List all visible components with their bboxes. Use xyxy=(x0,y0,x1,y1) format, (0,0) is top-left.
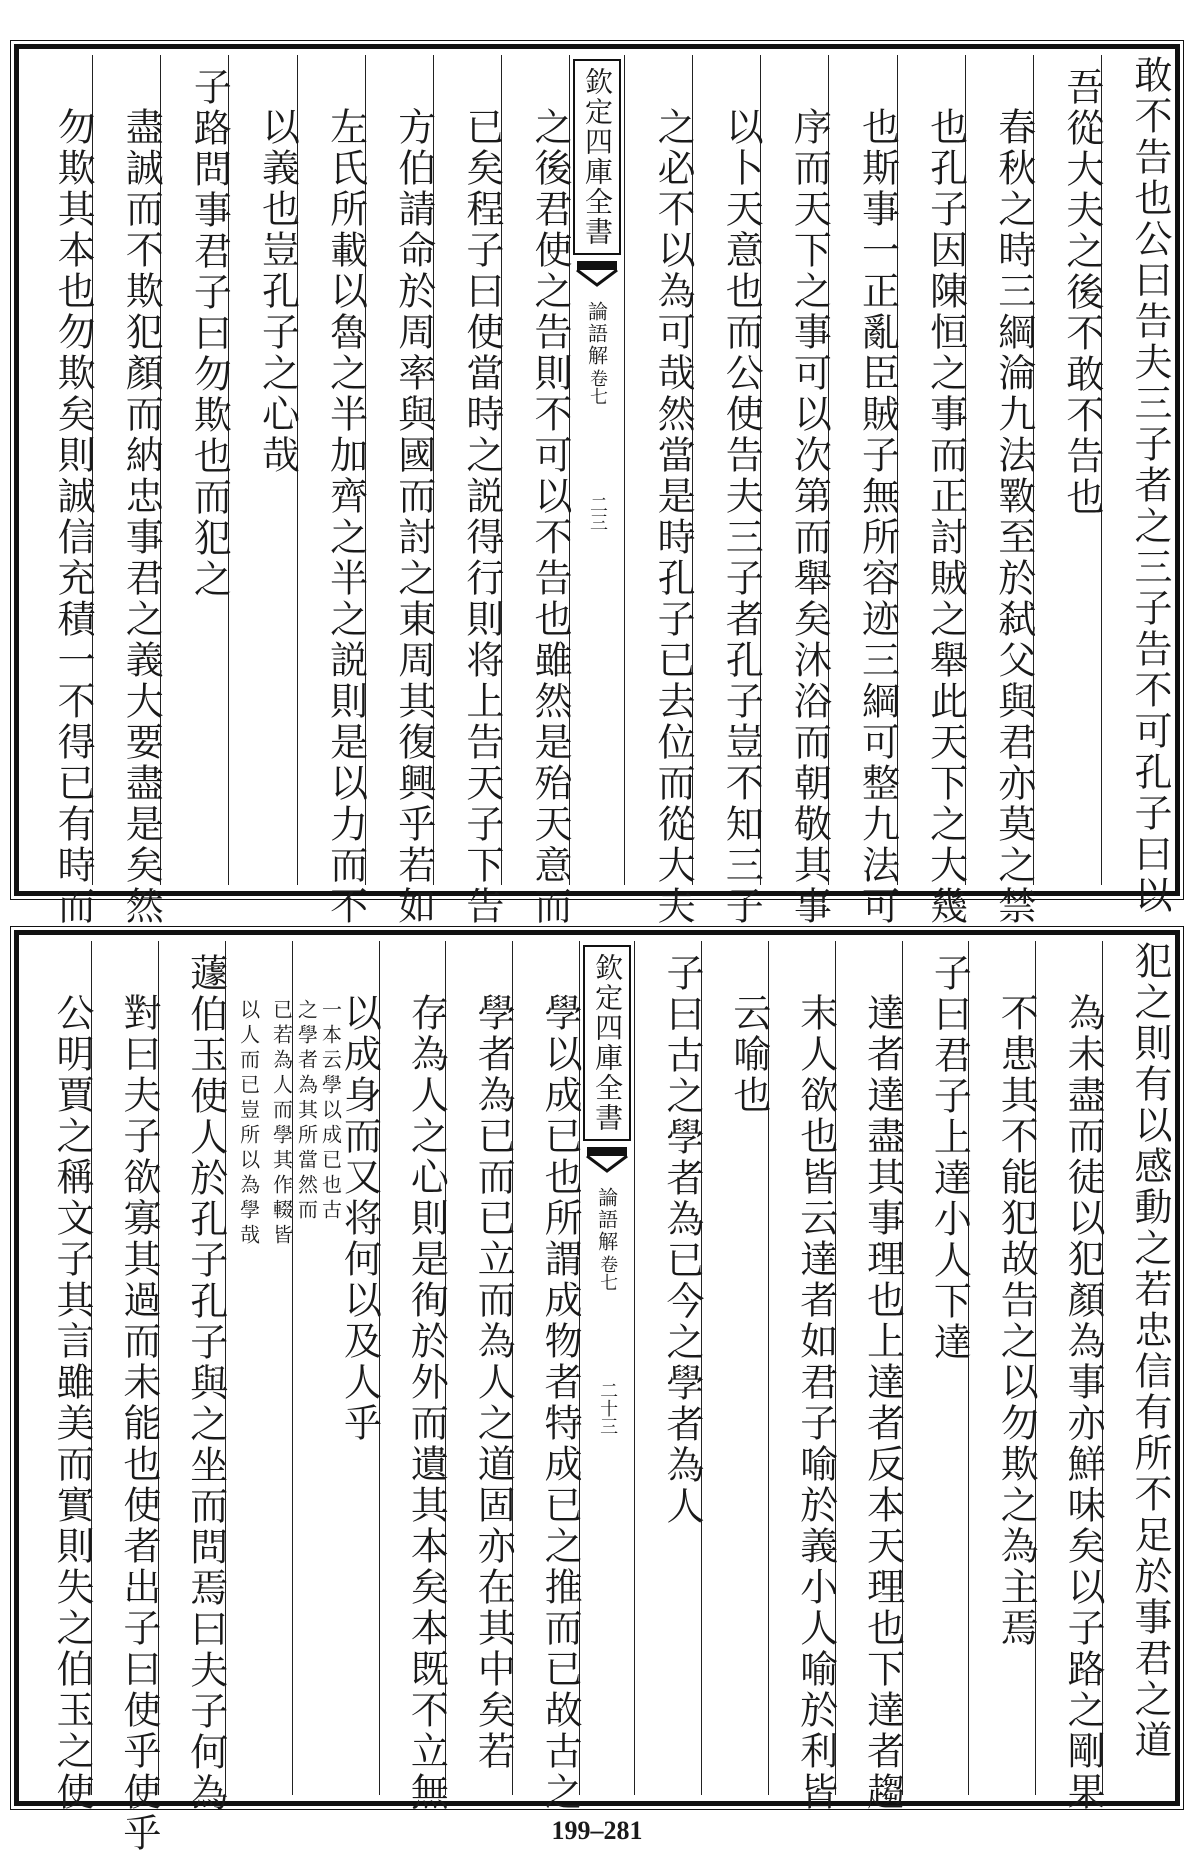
column-text: 以義也豈孔子之心哉 xyxy=(255,107,300,476)
column-text: 子路問事君子曰勿欺也而犯之 xyxy=(187,67,232,600)
center-gutter xyxy=(579,941,634,1795)
text-column xyxy=(634,941,704,1795)
column-text: 方伯請命於周率與國而討之東周其復興乎若如 xyxy=(391,107,436,927)
text-column xyxy=(965,55,1036,927)
fish-tail-mark-icon xyxy=(577,261,617,287)
column-text: 序而天下之事可以次第而舉矣沐浴而朝敬其事 xyxy=(787,107,832,927)
folio-number: 二十三 xyxy=(597,1381,619,1435)
commentary-column xyxy=(225,941,292,1795)
column-text: 以卜天意也而公使告夫三子者孔子豈不知三子 xyxy=(719,107,764,927)
commentary-note: 一本云學以成已也古 xyxy=(318,999,343,1224)
column-text: 蘧伯玉使人於孔子孔子與之坐而問焉曰夫子何為 xyxy=(183,953,228,1814)
text-column xyxy=(158,941,228,1814)
column-text: 存為人之心則是徇於外而遺其本矣本既不立無 xyxy=(404,993,449,1813)
column-text: 不患其不能犯故告之以勿欺之為主焉 xyxy=(994,993,1039,1649)
text-column xyxy=(1033,55,1104,885)
column-text: 犯之則有以感動之若忠信有所不足於事君之道 xyxy=(1128,941,1172,1761)
text-column xyxy=(25,941,94,1813)
text-column xyxy=(968,941,1039,1795)
column-text: 公明賈之稱文子其言雖美而實則失之伯玉之使 xyxy=(49,993,94,1813)
column-text: 云喻也 xyxy=(726,993,771,1116)
text-column xyxy=(92,55,164,927)
column-text: 對曰夫子欲寡其過而未能也使者出子曰使乎使乎 xyxy=(116,993,161,1854)
column-text: 子曰君子上達小人下達 xyxy=(927,953,972,1363)
column-text: 也孔子因陳恒之事而正討賊之舉此天下之大幾 xyxy=(923,107,968,927)
folio-number: 二三 xyxy=(587,495,608,531)
upper-page-columns xyxy=(25,55,1172,927)
center-gutter xyxy=(569,55,624,885)
text-column xyxy=(228,55,300,885)
text-column xyxy=(1035,941,1106,1813)
library-title: 欽定四庫全書 xyxy=(573,59,621,255)
text-column xyxy=(433,55,504,927)
fish-tail-mark-icon xyxy=(587,1147,627,1173)
commentary-note: 已若為人而學其作輟皆 xyxy=(269,999,294,1249)
page-reference-number: 199–281 xyxy=(551,1816,643,1845)
column-text: 為未盡而徒以犯顏為事亦鮮味矣以子路之剛果 xyxy=(1061,993,1106,1813)
library-title: 欽定四庫全書 xyxy=(583,945,631,1141)
text-column xyxy=(760,55,832,927)
upper-page xyxy=(14,44,1180,927)
commentary-note: 以人而已豈所以為學哉 xyxy=(236,999,261,1249)
text-column xyxy=(1102,941,1172,1795)
text-column xyxy=(297,55,368,927)
column-text: 吾從大夫之後不敢不告也 xyxy=(1059,67,1104,518)
column-text: 學以成已也所謂成物者特成已之推而已故古之 xyxy=(538,993,583,1813)
column-text: 末人欲也皆云達者如君子喻於義小人喻於利皆 xyxy=(793,993,838,1813)
text-column xyxy=(692,55,764,927)
column-text: 之後君使之告則不可以不告也雖然是殆天意而 xyxy=(528,107,572,927)
column-text: 敢不告也公曰告夫三子者之三子告不可孔子曰以 xyxy=(1128,55,1172,916)
column-text: 以成身而又将何以及人乎 xyxy=(337,993,382,1444)
column-text: 子曰古之學者為已今之學者為人 xyxy=(659,953,704,1527)
text-column xyxy=(160,55,232,885)
text-column xyxy=(445,941,516,1795)
column-text: 已矣程子曰使當時之説得行則将上告天子下告 xyxy=(459,107,504,927)
column-text: 勿欺其本也勿欺矣則誠信充積一不得已有時而 xyxy=(51,107,96,927)
column-text: 也斯事一正亂臣賊子無所容迹三綱可整九法可 xyxy=(855,107,900,927)
column-text: 達者達盡其事理也上達者反本天理也下達者趨 xyxy=(860,993,905,1813)
text-column xyxy=(701,941,771,1795)
column-text: 盡誠而不欺犯顏而納忠事君之義大要盡是矣然 xyxy=(119,107,164,927)
column-text: 學者為已而已立而為人之道固亦在其中矣若 xyxy=(471,993,516,1772)
volume-label: 卷七 xyxy=(597,1255,619,1291)
text-column xyxy=(365,55,436,927)
commentary-note: 之學者為其所當然而 xyxy=(294,999,319,1224)
text-column-with-notes xyxy=(292,941,382,1795)
book-title: 論語解 xyxy=(594,1187,619,1253)
text-column xyxy=(768,941,838,1813)
text-column xyxy=(897,55,968,927)
book-title: 論語解 xyxy=(584,301,609,367)
column-text: 左氏所載以魯之半加齊之半之説則是以力而不 xyxy=(323,107,368,927)
text-column xyxy=(624,55,696,927)
volume-label: 卷七 xyxy=(587,369,608,405)
text-column xyxy=(512,941,583,1813)
text-column xyxy=(828,55,900,927)
column-text: 春秋之時三綱淪九法斁至於弑父與君亦莫之禁 xyxy=(991,107,1036,927)
text-column xyxy=(835,941,905,1813)
text-column xyxy=(501,55,572,927)
text-column xyxy=(1101,55,1172,916)
text-column xyxy=(91,941,161,1854)
text-column xyxy=(379,941,449,1813)
column-text: 之必不以為可哉然當是時孔子已去位而從大夫 xyxy=(651,107,696,927)
text-column xyxy=(902,941,972,1795)
text-column xyxy=(25,55,96,927)
